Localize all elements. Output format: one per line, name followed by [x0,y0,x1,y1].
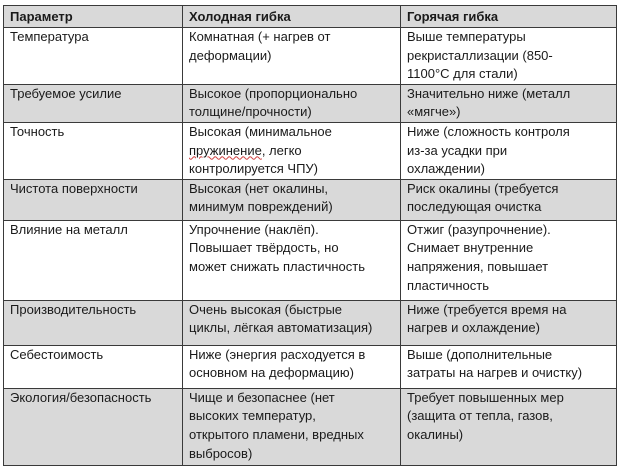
cell-param [4,122,183,179]
cell-cold [183,84,401,122]
cell-text-line: Значительно ниже (металл [407,85,571,101]
header-hot-bending: Горячая гибка [401,6,617,28]
cell-text-line: Риск окалины (требуется [407,180,559,196]
cell-text-line: толщине/прочности) [189,104,312,120]
table-row [4,179,617,220]
cell-param [4,220,183,300]
cell-text-line: Очень высокая (быстрые [189,301,343,317]
cell-text-line: основном на деформацию) [189,365,354,381]
cell-text-line: Высокая (минимальное [189,123,332,139]
cell-hot [401,84,617,122]
cell-text-line: Требуемое усилие [10,85,122,101]
cell-text-line: Упрочнение (наклёп). [189,221,319,237]
cell-text-line: охлаждении) [407,161,485,177]
cell-text-line: нагрев и охлаждение) [407,320,540,336]
cell-text-line: Высокая (нет окалины, [189,180,329,196]
cell-text-line: Ниже (требуется время на [407,301,567,317]
cell-text-line: окалины) [407,426,464,442]
cell-text-line: 1100°C для стали) [407,66,518,82]
cell-text-line: Точность [10,123,65,139]
cell-text-line: Снимает внутренние [407,240,534,256]
table-row [4,388,617,465]
cell-param [4,388,183,465]
cell-param [4,300,183,345]
table-row [4,122,617,179]
cell-text-line: (защита от тепла, газов, [407,408,553,424]
header-cold-bending: Холодная гибка [183,6,401,28]
cell-text-line: Отжиг (разупрочнение). [407,221,551,237]
cell-cold [183,345,401,388]
cell-param [4,84,183,122]
cell-text-line: «мягче») [407,104,461,120]
cell-text-line: пластичность [407,277,489,293]
cell-hot [401,388,617,465]
cell-param [4,179,183,220]
cell-text-line: напряжения, повышает [407,258,549,274]
cell-text-line: выбросов) [189,445,253,461]
cell-text-line: Влияние на металл [10,221,128,237]
comparison-table [3,5,617,466]
cell-cold [183,300,401,345]
header-parameter: Параметр [4,6,183,28]
cell-text-line: Чище и безопаснее (нет [189,389,335,405]
table-row [4,345,617,388]
cell-text-line: из-за усадки при [407,142,508,158]
cell-text-line: Ниже (энергия расходуется в [189,346,366,362]
cell-text-line: последующая очистка [407,199,542,215]
cell-text-line: контролируется ЧПУ) [189,161,319,177]
cell-cold [183,220,401,300]
cell-hot [401,300,617,345]
table-row [4,84,617,122]
cell-text-line: Себестоимость [10,346,104,362]
cell-hot [401,179,617,220]
table-row [4,220,617,300]
table-row [4,300,617,345]
cell-param [4,345,183,388]
cell-text-line: Выше температуры [407,29,526,44]
cell-param [4,28,183,85]
cell-text-line: циклы, лёгкая автоматизация) [189,320,373,336]
cell-text-line: Производительность [10,301,137,317]
header-row [4,6,617,28]
cell-text-line: Комнатная (+ нагрев от [189,29,331,44]
cell-text-line: деформации) [189,47,272,63]
cell-text-line: Высокое (пропорционально [189,85,358,101]
cell-text-line: минимум повреждений) [189,199,333,215]
cell-text-line: Экология/безопасность [10,389,152,405]
cell-text-line: затраты на нагрев и очистку) [407,365,583,381]
cell-hot [401,28,617,85]
cell-text-line: открытого пламени, вредных [189,426,364,442]
cell-cold [183,28,401,85]
cell-text-line: Ниже (сложность контроля [407,123,570,139]
cell-text-line: может снижать пластичность [189,258,365,274]
cell-text-line: Требует повышенных мер [407,389,564,405]
cell-text-line: рекристаллизации (850- [407,47,553,63]
table-row [4,28,617,85]
cell-text-line: Чистота поверхности [10,180,138,196]
cell-hot [401,220,617,300]
cell-text-line: высоких температур, [189,408,316,424]
cell-hot [401,345,617,388]
cell-cold [183,388,401,465]
cell-text-line: пружинение, легко [189,142,302,158]
cell-cold [183,122,401,179]
cell-text-line: Повышает твёрдость, но [189,240,339,256]
spellcheck-word: пружинение [189,142,262,158]
cell-cold [183,179,401,220]
cell-hot [401,122,617,179]
cell-text-line: Температура [10,29,89,44]
cell-text-line: Выше (дополнительные [407,346,553,362]
